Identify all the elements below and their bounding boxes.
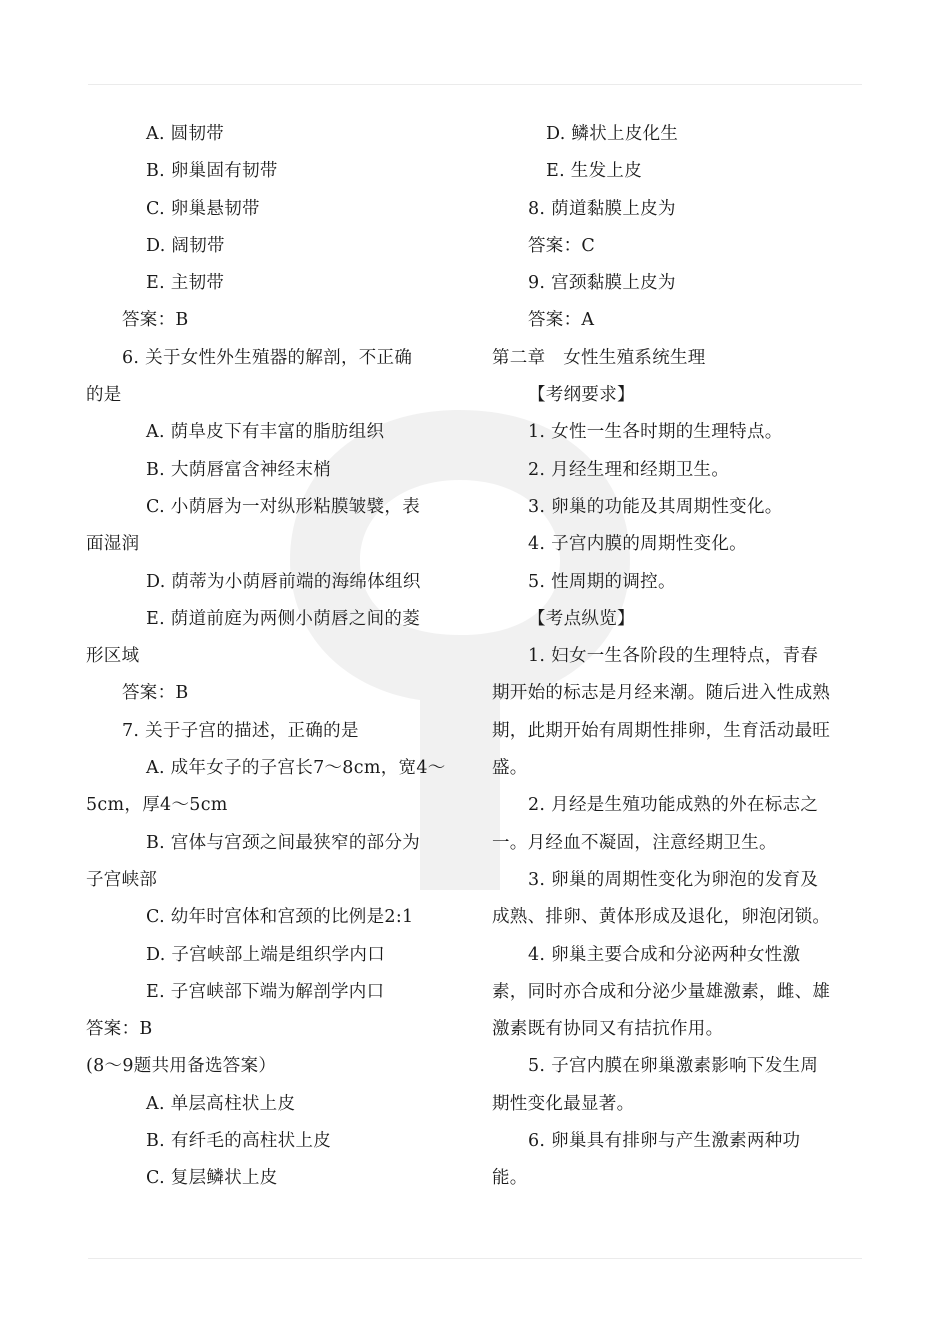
left-text-line: A. 圆韧带 <box>146 124 225 144</box>
right-text-line: 期，此期开始有周期性排卵，生育活动最旺 <box>492 720 831 741</box>
right-text-line: 能。 <box>492 1168 528 1189</box>
left-text-line: C. 卵巢悬韧带 <box>146 198 260 219</box>
left-text-line: 的是 <box>86 385 122 406</box>
right-text-line: 2. 月经是生殖功能成熟的外在标志之 <box>528 795 819 816</box>
left-text-line: 子宫峡部 <box>86 869 158 890</box>
left-text-line: 答案：B <box>86 1019 153 1040</box>
right-text-line: 5. 性周期的调控。 <box>528 571 676 592</box>
left-text-line: (8～9题共用备选答案） <box>86 1056 277 1077</box>
right-text-line: 4. 卵巢主要合成和分泌两种女性激 <box>528 944 801 965</box>
right-text-line: 【考纲要求】 <box>528 385 635 406</box>
footer-rule <box>88 1258 862 1259</box>
left-text-line: 答案：B <box>122 683 189 704</box>
right-text-line: 第二章 女性生殖系统生理 <box>492 347 706 368</box>
left-text-line: E. 荫道前庭为两侧小荫唇之间的菱 <box>146 608 420 629</box>
left-text-line: B. 宫体与宫颈之间最狭窄的部分为 <box>146 832 421 853</box>
right-text-line: 盛。 <box>492 758 528 779</box>
left-text-line: E. 主韧带 <box>146 273 225 294</box>
right-text-line: 期开始的标志是月经来潮。随后进入性成熟 <box>492 683 831 704</box>
right-text-line: 期性变化最显著。 <box>492 1093 635 1114</box>
left-text-line: A. 成年女子的子宫长7～8cm，宽4～ <box>146 758 446 779</box>
left-column <box>86 116 456 1198</box>
right-text-line: 2. 月经生理和经期卫生。 <box>528 459 730 480</box>
left-text-line: C. 复层鳞状上皮 <box>146 1168 278 1189</box>
right-text-line: 4. 子宫内膜的周期性变化。 <box>528 534 747 555</box>
right-text-line: 素，同时亦合成和分泌少量雄激素，雌、雄 <box>492 981 831 1002</box>
left-text-line: A. 荫阜皮下有丰富的脂肪组织 <box>146 422 385 443</box>
right-text-line: 1. 妇女一生各阶段的生理特点，青春 <box>528 646 819 667</box>
right-column <box>492 116 862 1198</box>
right-text-line: 激素既有协同又有拮抗作用。 <box>492 1019 724 1040</box>
left-text-line: C. 幼年时宫体和宫颈的比例是2:1 <box>146 907 414 928</box>
left-text-line: E. 子宫峡部下端为解剖学内口 <box>146 981 385 1002</box>
left-text-line: 面湿润 <box>86 534 140 555</box>
left-text-line: 6. 关于女性外生殖器的解剖，不正确 <box>122 347 413 368</box>
right-text-line: 成熟、排卵、黄体形成及退化，卵泡闭锁。 <box>492 907 831 928</box>
right-text-line: 9. 宫颈黏膜上皮为 <box>528 273 676 294</box>
left-text-line: 7. 关于子宫的描述，正确的是 <box>122 720 359 741</box>
left-text-line: 形区域 <box>86 646 140 667</box>
right-text-line: 答案：A <box>528 310 595 331</box>
left-text-line: 5cm，厚4～5cm <box>86 795 228 816</box>
right-text-line: 5. 子宫内膜在卵巢激素影响下发生周 <box>528 1056 819 1077</box>
left-text-line: B. 卵巢固有韧带 <box>146 161 278 182</box>
right-text-line: 答案：C <box>528 235 596 256</box>
right-text-line: 8. 荫道黏膜上皮为 <box>528 198 676 219</box>
left-text-line: B. 大荫唇富含神经末梢 <box>146 459 332 480</box>
right-text-line: 一。月经血不凝固，注意经期卫生。 <box>492 832 777 853</box>
right-text-line: D. 鳞状上皮化生 <box>546 124 679 144</box>
right-text-line: 【考点纵览】 <box>528 608 635 629</box>
right-text-line: 6. 卵巢具有排卵与产生激素两种功 <box>528 1131 801 1152</box>
left-text-line: D. 子宫峡部上端是组织学内口 <box>146 944 386 965</box>
right-text-line: 1. 女性一生各时期的生理特点。 <box>528 422 783 443</box>
right-text-line: 3. 卵巢的周期性变化为卵泡的发育及 <box>528 869 819 890</box>
left-text-line: A. 单层高柱状上皮 <box>146 1093 296 1114</box>
left-text-line: D. 荫蒂为小荫唇前端的海绵体组织 <box>146 571 421 592</box>
header-rule <box>88 84 862 85</box>
left-text-line: 答案：B <box>122 310 189 331</box>
right-text-line: E. 生发上皮 <box>546 161 642 182</box>
left-text-line: C. 小荫唇为一对纵形粘膜皱襞，表 <box>146 496 420 517</box>
right-text-line: 3. 卵巢的功能及其周期性变化。 <box>528 496 783 517</box>
left-text-line: D. 阔韧带 <box>146 235 225 256</box>
left-text-line: B. 有纤毛的高柱状上皮 <box>146 1131 332 1152</box>
